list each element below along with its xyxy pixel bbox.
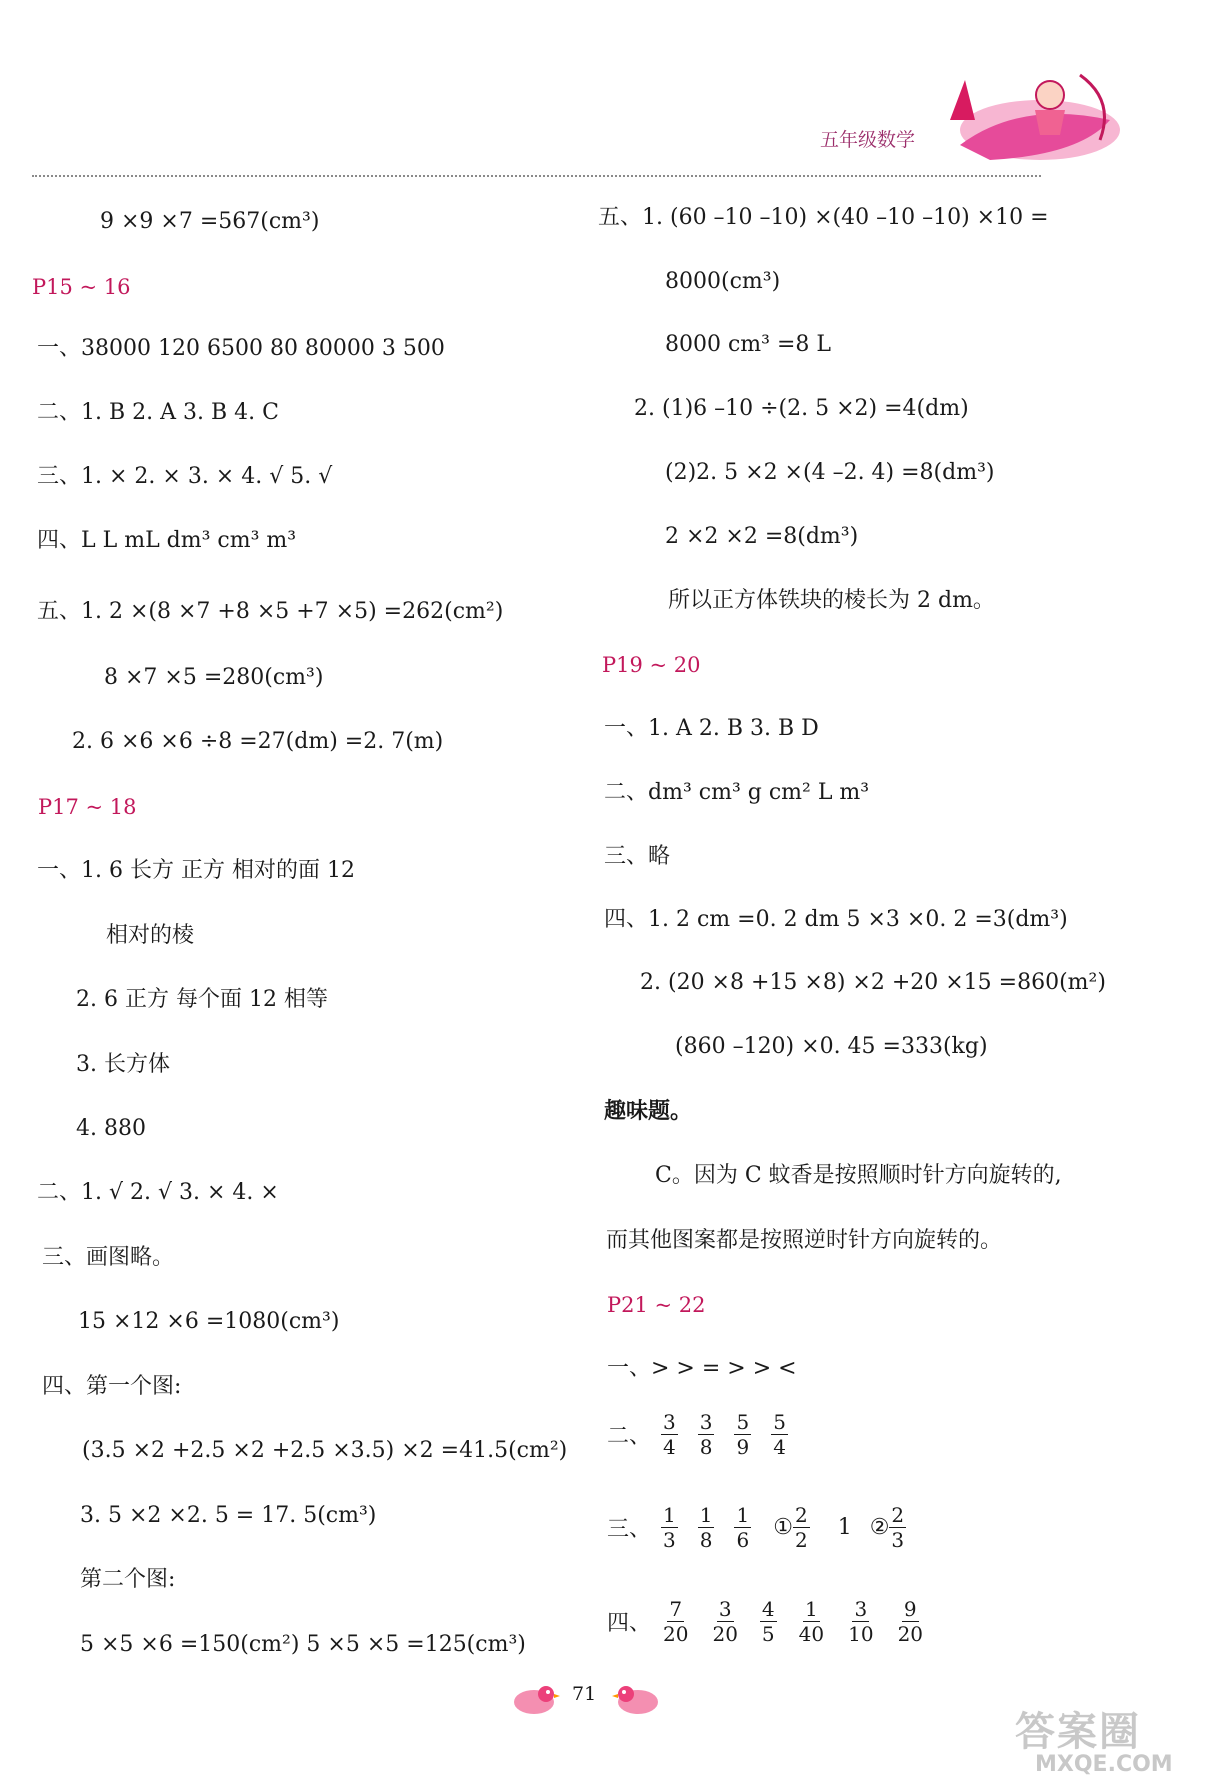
denominator: 3 xyxy=(891,1528,905,1552)
section-heading-p15: P15 ~ 16 xyxy=(32,275,131,299)
section-heading-p21: P21 ~ 22 xyxy=(607,1293,706,1317)
denominator: 8 xyxy=(699,1528,713,1552)
numerator: 9 xyxy=(903,1597,917,1621)
denominator: 2 xyxy=(794,1528,808,1552)
fraction-group xyxy=(651,1597,935,1646)
whole-number: 1 xyxy=(837,1515,852,1540)
answer-line: 相对的棱 xyxy=(106,923,195,948)
book-title: 五年级数学 xyxy=(820,129,916,151)
fraction xyxy=(710,1597,739,1646)
fraction-group xyxy=(651,1410,798,1459)
fraction xyxy=(771,1410,788,1459)
answer-line: 2. 6 正方 每个面 12 相等 xyxy=(76,987,328,1012)
numerator: 5 xyxy=(773,1410,786,1434)
denominator: 8 xyxy=(699,1435,713,1459)
denominator: 40 xyxy=(798,1622,825,1646)
answer-line: 一、1. 6 长方 正方 相对的面 12 xyxy=(37,858,355,883)
numerator: 1 xyxy=(699,1503,713,1527)
fraction-answer-line xyxy=(607,1410,798,1459)
answer-line: 一、1. A 2. B 3. B D xyxy=(604,716,819,741)
answer-line: 5 ×5 ×6 =150(cm²) 5 ×5 ×5 =125(cm³) xyxy=(80,1632,526,1657)
answer-line: 而其他图案都是按照逆时针方向旋转的。 xyxy=(606,1228,1003,1253)
answer-line: 第二个图: xyxy=(80,1567,176,1592)
answer-line: 3. 5 ×2 ×2. 5 = 17. 5(cm³) xyxy=(80,1503,377,1528)
numerator: 7 xyxy=(669,1597,683,1621)
answer-line: 8 ×7 ×5 =280(cm³) xyxy=(104,665,324,690)
fraction xyxy=(661,1503,678,1552)
fraction xyxy=(760,1597,777,1646)
fraction xyxy=(793,1503,810,1552)
pink-bird-icon xyxy=(510,1682,560,1716)
fraction-group xyxy=(651,1503,761,1552)
numerator: 1 xyxy=(663,1503,676,1527)
answer-line: (860 –120) ×0. 45 =333(kg) xyxy=(675,1034,988,1059)
numerator: 2 xyxy=(794,1503,808,1527)
answer-line: 四、L L mL dm³ cm³ m³ xyxy=(37,528,297,553)
answer-line: 一、38000 120 6500 80 80000 3 500 xyxy=(37,336,445,361)
answer-line: 四、第一个图: xyxy=(42,1374,182,1399)
header-divider xyxy=(32,175,1041,177)
answer-lead: 二、 xyxy=(607,1424,652,1449)
fraction xyxy=(846,1597,875,1646)
fun-question-title: 趣味题。 xyxy=(604,1098,693,1124)
fraction xyxy=(661,1410,678,1459)
answer-line: (2)2. 5 ×2 ×(4 –2. 4) =8(dm³) xyxy=(665,460,995,485)
denominator: 20 xyxy=(897,1622,924,1646)
fraction-answer-line xyxy=(607,1597,935,1646)
circled-number: ① xyxy=(773,1515,793,1540)
answer-line: 所以正方体铁块的棱长为 2 dm。 xyxy=(668,588,995,613)
answer-line: 三、略 xyxy=(604,844,671,869)
answer-line: 五、1. 2 ×(8 ×7 +8 ×5 +7 ×5) =262(cm²) xyxy=(37,599,504,624)
answer-line: (3.5 ×2 +2.5 ×2 +2.5 ×3.5) ×2 =41.5(cm²) xyxy=(82,1438,568,1463)
fraction xyxy=(896,1597,925,1646)
fraction xyxy=(698,1410,715,1459)
denominator: 10 xyxy=(848,1622,874,1646)
circled-number: ② xyxy=(869,1515,890,1540)
denominator: 20 xyxy=(712,1622,738,1646)
fraction xyxy=(797,1597,826,1646)
denominator: 6 xyxy=(736,1528,750,1552)
answer-line: 2 ×2 ×2 =8(dm³) xyxy=(665,524,859,549)
numerator: 3 xyxy=(663,1410,676,1434)
denominator: 9 xyxy=(736,1435,750,1459)
watermark-text: 答案圈 xyxy=(1015,1709,1141,1755)
answer-line: 3. 长方体 xyxy=(76,1052,170,1077)
answer-line: 二、dm³ cm³ g cm² L m³ xyxy=(604,780,870,805)
fraction xyxy=(698,1503,715,1552)
answer-line: 8000 cm³ =8 L xyxy=(665,332,832,357)
denominator: 5 xyxy=(761,1622,775,1646)
answer-line: 二、1. B 2. A 3. B 4. C xyxy=(37,400,279,425)
fraction xyxy=(661,1597,690,1646)
denominator: 4 xyxy=(663,1435,676,1459)
numerator: 1 xyxy=(736,1503,750,1527)
answer-line: 五、1. (60 –10 –10) ×(40 –10 –10) ×10 = xyxy=(598,205,1049,230)
answer-line: 2. (1)6 –10 ÷(2. 5 ×2) =4(dm) xyxy=(634,396,969,421)
answer-line: C。因为 C 蚊香是按照顺时针方向旋转的, xyxy=(655,1163,1062,1188)
answer-line: 4. 880 xyxy=(76,1116,146,1141)
numerator: 5 xyxy=(736,1410,750,1434)
answer-line: 8000(cm³) xyxy=(665,269,781,294)
pink-bird-icon xyxy=(612,1682,662,1716)
answer-line: 15 ×12 ×6 =1080(cm³) xyxy=(78,1309,340,1334)
answer-line: 9 ×9 ×7 =567(cm³) xyxy=(100,209,320,234)
fraction-answer-line xyxy=(607,1503,916,1552)
cartoon-surfer-logo xyxy=(930,60,1120,170)
answer-line: 四、1. 2 cm =0. 2 dm 5 ×3 ×0. 2 =3(dm³) xyxy=(604,907,1068,932)
section-heading-p17: P17 ~ 18 xyxy=(38,795,137,819)
answer-lead: 三、 xyxy=(607,1517,652,1542)
numerator: 3 xyxy=(718,1597,732,1621)
fraction xyxy=(734,1503,751,1552)
answer-line: 三、1. × 2. × 3. × 4. √ 5. √ xyxy=(37,464,333,489)
watermark-url: MXQE.COM xyxy=(1035,1752,1173,1777)
denominator: 4 xyxy=(773,1435,786,1459)
numerator: 1 xyxy=(805,1597,818,1621)
answer-line: 二、1. √ 2. √ 3. × 4. × xyxy=(37,1180,279,1205)
answer-lead: 四、 xyxy=(607,1611,652,1636)
fraction xyxy=(889,1503,906,1552)
answer-line: 一、> > = > > < xyxy=(607,1356,797,1381)
numerator: 3 xyxy=(699,1410,713,1434)
answer-line: 2. (20 ×8 +15 ×8) ×2 +20 ×15 =860(m²) xyxy=(640,970,1106,995)
numerator: 3 xyxy=(854,1597,868,1621)
denominator: 3 xyxy=(663,1528,676,1552)
answer-line: 三、画图略。 xyxy=(42,1245,175,1270)
page-number: 71 xyxy=(572,1683,597,1705)
fraction xyxy=(734,1410,751,1459)
numerator: 2 xyxy=(891,1503,905,1527)
answer-line: 2. 6 ×6 ×6 ÷8 =27(dm) =2. 7(m) xyxy=(72,729,444,754)
section-heading-p19: P19 ~ 20 xyxy=(602,653,701,677)
denominator: 20 xyxy=(663,1622,689,1646)
numerator: 4 xyxy=(761,1597,775,1621)
